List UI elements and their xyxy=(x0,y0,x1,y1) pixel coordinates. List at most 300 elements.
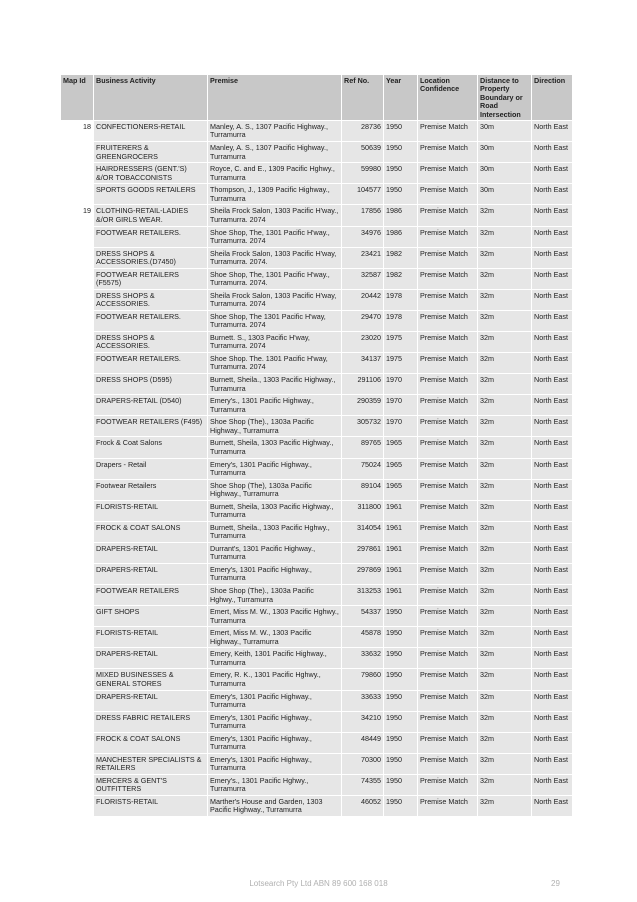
cell-direction: North East xyxy=(532,247,573,268)
cell-distance: 32m xyxy=(478,690,532,711)
cell-map-id xyxy=(61,458,94,479)
cell-premise: Burnett, Sheila, 1303 Pacific Highway., Turramurra xyxy=(208,437,342,458)
cell-location-confidence: Premise Match xyxy=(418,479,478,500)
cell-premise: Emery, R. K., 1301 Pacific Hghwy., Turramurra xyxy=(208,669,342,690)
cell-location-confidence: Premise Match xyxy=(418,500,478,521)
cell-year: 1975 xyxy=(384,331,418,352)
cell-ref-no: 23020 xyxy=(342,331,384,352)
cell-map-id xyxy=(61,268,94,289)
cell-premise: Emery, Keith, 1301 Pacific Highway., Turramurra xyxy=(208,648,342,669)
cell-premise: Shoe Shop, The, 1301 Pacific H'way., Turramurra. 2074 xyxy=(208,226,342,247)
cell-location-confidence: Premise Match xyxy=(418,268,478,289)
cell-distance: 32m xyxy=(478,542,532,563)
cell-map-id xyxy=(61,564,94,585)
cell-direction: North East xyxy=(532,521,573,542)
cell-direction: North East xyxy=(532,564,573,585)
table-row xyxy=(61,753,573,774)
cell-location-confidence: Premise Match xyxy=(418,627,478,648)
cell-distance: 32m xyxy=(478,500,532,521)
cell-map-id xyxy=(61,437,94,458)
cell-location-confidence: Premise Match xyxy=(418,142,478,163)
table-row xyxy=(61,564,573,585)
cell-distance: 32m xyxy=(478,458,532,479)
cell-premise: Sheila Frock Salon, 1303 Pacific H'way., Turramurra. 2074 xyxy=(208,205,342,226)
cell-premise: Burnett, Sheila, 1303 Pacific Highway., Turramurra xyxy=(208,500,342,521)
table-row xyxy=(61,310,573,331)
table-row xyxy=(61,627,573,648)
cell-year: 1950 xyxy=(384,184,418,205)
cell-premise: Emery's., 1301 Pacific Highway., Turramurra xyxy=(208,395,342,416)
cell-direction: North East xyxy=(532,542,573,563)
table-row xyxy=(61,226,573,247)
cell-direction: North East xyxy=(532,796,573,817)
cell-year: 1950 xyxy=(384,732,418,753)
cell-ref-no: 28736 xyxy=(342,121,384,142)
cell-year: 1950 xyxy=(384,796,418,817)
cell-ref-no: 17856 xyxy=(342,205,384,226)
cell-ref-no: 305732 xyxy=(342,416,384,437)
cell-year: 1965 xyxy=(384,458,418,479)
cell-location-confidence: Premise Match xyxy=(418,289,478,310)
cell-premise: Sheila Frock Salon, 1303 Pacific H'way, Turramurra. 2074 xyxy=(208,289,342,310)
cell-direction: North East xyxy=(532,374,573,395)
cell-map-id xyxy=(61,395,94,416)
table-row xyxy=(61,353,573,374)
cell-map-id xyxy=(61,627,94,648)
table-row xyxy=(61,247,573,268)
cell-map-id xyxy=(61,374,94,395)
cell-year: 1978 xyxy=(384,289,418,310)
cell-direction: North East xyxy=(532,226,573,247)
cell-direction: North East xyxy=(532,310,573,331)
cell-ref-no: 32587 xyxy=(342,268,384,289)
cell-premise: Sheila Frock Salon, 1303 Pacific H'way, Turramurra. 2074. xyxy=(208,247,342,268)
cell-ref-no: 48449 xyxy=(342,732,384,753)
cell-ref-no: 34210 xyxy=(342,711,384,732)
cell-ref-no: 33632 xyxy=(342,648,384,669)
header-location-confidence: Location Confidence xyxy=(418,75,478,121)
table-row xyxy=(61,500,573,521)
cell-year: 1965 xyxy=(384,479,418,500)
cell-business-activity: MANCHESTER SPECIALISTS & RETAILERS xyxy=(94,753,208,774)
cell-distance: 32m xyxy=(478,395,532,416)
cell-ref-no: 79860 xyxy=(342,669,384,690)
cell-business-activity: DRESS SHOPS (D595) xyxy=(94,374,208,395)
cell-business-activity: Footwear Retailers xyxy=(94,479,208,500)
cell-year: 1950 xyxy=(384,774,418,795)
cell-distance: 32m xyxy=(478,753,532,774)
cell-year: 1950 xyxy=(384,669,418,690)
cell-map-id xyxy=(61,753,94,774)
cell-distance: 32m xyxy=(478,268,532,289)
cell-ref-no: 314054 xyxy=(342,521,384,542)
cell-premise: Emert, Miss M. W., 1303 Pacific Highway., Turramurra xyxy=(208,627,342,648)
cell-business-activity: DRESS FABRIC RETAILERS xyxy=(94,711,208,732)
header-business-activity: Business Activity xyxy=(94,75,208,121)
table-row xyxy=(61,690,573,711)
cell-ref-no: 311800 xyxy=(342,500,384,521)
cell-ref-no: 33633 xyxy=(342,690,384,711)
cell-map-id xyxy=(61,774,94,795)
cell-direction: North East xyxy=(532,331,573,352)
table-row xyxy=(61,458,573,479)
cell-map-id xyxy=(61,648,94,669)
cell-premise: Manley, A. S., 1307 Pacific Highway., Turramurra xyxy=(208,142,342,163)
cell-map-id xyxy=(61,732,94,753)
cell-ref-no: 34137 xyxy=(342,353,384,374)
cell-direction: North East xyxy=(532,395,573,416)
cell-distance: 32m xyxy=(478,521,532,542)
cell-year: 1950 xyxy=(384,142,418,163)
cell-location-confidence: Premise Match xyxy=(418,374,478,395)
table-row xyxy=(61,268,573,289)
cell-location-confidence: Premise Match xyxy=(418,184,478,205)
cell-ref-no: 104577 xyxy=(342,184,384,205)
table-row xyxy=(61,331,573,352)
cell-year: 1982 xyxy=(384,247,418,268)
cell-distance: 32m xyxy=(478,627,532,648)
cell-ref-no: 290359 xyxy=(342,395,384,416)
cell-business-activity: FRUITERERS & GREENGROCERS xyxy=(94,142,208,163)
cell-distance: 32m xyxy=(478,310,532,331)
cell-location-confidence: Premise Match xyxy=(418,163,478,184)
cell-business-activity: FOOTWEAR RETAILERS. xyxy=(94,310,208,331)
cell-ref-no: 297869 xyxy=(342,564,384,585)
cell-business-activity: DRAPERS-RETAIL xyxy=(94,690,208,711)
header-premise: Premise xyxy=(208,75,342,121)
cell-premise: Emery's, 1301 Pacific Highway., Turramurra xyxy=(208,711,342,732)
cell-business-activity: DRESS SHOPS & ACCESSORIES. xyxy=(94,289,208,310)
cell-premise: Emery's, 1301 Pacific Highway., Turramurra xyxy=(208,458,342,479)
cell-year: 1950 xyxy=(384,627,418,648)
cell-business-activity: Frock & Coat Salons xyxy=(94,437,208,458)
cell-premise: Emery's, 1301 Pacific Highway., Turramurra xyxy=(208,732,342,753)
cell-ref-no: 59980 xyxy=(342,163,384,184)
cell-direction: North East xyxy=(532,669,573,690)
cell-ref-no: 45878 xyxy=(342,627,384,648)
cell-year: 1970 xyxy=(384,416,418,437)
table-row xyxy=(61,374,573,395)
cell-direction: North East xyxy=(532,121,573,142)
cell-map-id xyxy=(61,163,94,184)
cell-premise: Shoe Shop (The)., 1303a Pacific Hghwy., Turramurra xyxy=(208,585,342,606)
header-direction: Direction xyxy=(532,75,573,121)
cell-direction: North East xyxy=(532,774,573,795)
cell-map-id xyxy=(61,310,94,331)
cell-business-activity: FOOTWEAR RETAILERS (F495) xyxy=(94,416,208,437)
cell-business-activity: HAIRDRESSERS (GENT.'S) &/OR TOBACCONISTS xyxy=(94,163,208,184)
table-row xyxy=(61,521,573,542)
cell-year: 1950 xyxy=(384,711,418,732)
cell-direction: North East xyxy=(532,606,573,627)
table-row xyxy=(61,184,573,205)
cell-location-confidence: Premise Match xyxy=(418,753,478,774)
cell-location-confidence: Premise Match xyxy=(418,669,478,690)
table-row xyxy=(61,732,573,753)
cell-year: 1986 xyxy=(384,205,418,226)
cell-ref-no: 297861 xyxy=(342,542,384,563)
cell-year: 1950 xyxy=(384,753,418,774)
page-number: 29 xyxy=(551,879,560,888)
table-row xyxy=(61,648,573,669)
cell-location-confidence: Premise Match xyxy=(418,416,478,437)
cell-year: 1950 xyxy=(384,606,418,627)
cell-business-activity: FOOTWEAR RETAILERS. xyxy=(94,353,208,374)
cell-direction: North East xyxy=(532,184,573,205)
cell-distance: 30m xyxy=(478,121,532,142)
cell-premise: Emery's., 1301 Pacific Hghwy., Turramurra xyxy=(208,774,342,795)
cell-location-confidence: Premise Match xyxy=(418,205,478,226)
cell-business-activity: DRESS SHOPS & ACCESSORIES. xyxy=(94,331,208,352)
cell-location-confidence: Premise Match xyxy=(418,606,478,627)
table-row xyxy=(61,121,573,142)
cell-map-id xyxy=(61,521,94,542)
table-row xyxy=(61,395,573,416)
cell-map-id xyxy=(61,542,94,563)
cell-direction: North East xyxy=(532,479,573,500)
cell-business-activity: SPORTS GOODS RETAILERS xyxy=(94,184,208,205)
cell-business-activity: MERCERS & GENT'S OUTFITTERS xyxy=(94,774,208,795)
cell-premise: Emert, Miss M. W., 1303 Pacific Hghwy., Turramurra xyxy=(208,606,342,627)
cell-business-activity: FROCK & COAT SALONS xyxy=(94,521,208,542)
cell-business-activity: DRESS SHOPS & ACCESSORIES.(D7450) xyxy=(94,247,208,268)
cell-business-activity: DRAPERS-RETAIL (D540) xyxy=(94,395,208,416)
table-row xyxy=(61,585,573,606)
cell-direction: North East xyxy=(532,163,573,184)
cell-year: 1950 xyxy=(384,690,418,711)
cell-location-confidence: Premise Match xyxy=(418,521,478,542)
business-directory-table xyxy=(60,74,573,817)
cell-year: 1950 xyxy=(384,648,418,669)
cell-location-confidence: Premise Match xyxy=(418,711,478,732)
cell-location-confidence: Premise Match xyxy=(418,690,478,711)
cell-business-activity: GIFT SHOPS xyxy=(94,606,208,627)
cell-premise: Burnett, Sheila., 1303 Pacific Highway., Turramurra xyxy=(208,374,342,395)
cell-direction: North East xyxy=(532,437,573,458)
cell-year: 1986 xyxy=(384,226,418,247)
cell-distance: 32m xyxy=(478,437,532,458)
table-row xyxy=(61,606,573,627)
cell-business-activity: DRAPERS-RETAIL xyxy=(94,542,208,563)
cell-direction: North East xyxy=(532,690,573,711)
cell-map-id: 19 xyxy=(61,205,94,226)
cell-business-activity: DRAPERS-RETAIL xyxy=(94,648,208,669)
cell-distance: 32m xyxy=(478,669,532,690)
cell-direction: North East xyxy=(532,416,573,437)
cell-distance: 32m xyxy=(478,774,532,795)
cell-premise: Burnett, Sheila., 1303 Pacific Hghwy., Turramurra xyxy=(208,521,342,542)
cell-business-activity: FLORISTS-RETAIL xyxy=(94,627,208,648)
table-row xyxy=(61,416,573,437)
cell-map-id xyxy=(61,479,94,500)
cell-location-confidence: Premise Match xyxy=(418,585,478,606)
cell-premise: Manley, A. S., 1307 Pacific Highway., Turramurra xyxy=(208,121,342,142)
cell-direction: North East xyxy=(532,458,573,479)
cell-direction: North East xyxy=(532,500,573,521)
cell-location-confidence: Premise Match xyxy=(418,648,478,669)
table-row xyxy=(61,711,573,732)
cell-ref-no: 313253 xyxy=(342,585,384,606)
cell-year: 1961 xyxy=(384,500,418,521)
cell-premise: Shoe Shop (The)., 1303a Pacific Highway., Turramurra xyxy=(208,416,342,437)
cell-location-confidence: Premise Match xyxy=(418,247,478,268)
header-distance: Distance to Property Boundary or Road Intersection xyxy=(478,75,532,121)
cell-ref-no: 50639 xyxy=(342,142,384,163)
cell-direction: North East xyxy=(532,585,573,606)
cell-map-id xyxy=(61,247,94,268)
cell-ref-no: 74355 xyxy=(342,774,384,795)
cell-premise: Royce, C. and E., 1309 Pacific Hghwy., Turramurra xyxy=(208,163,342,184)
cell-location-confidence: Premise Match xyxy=(418,732,478,753)
cell-location-confidence: Premise Match xyxy=(418,121,478,142)
cell-premise: Shoe Shop, The, 1301 Pacific H'way., Turramurra. 2074. xyxy=(208,268,342,289)
cell-year: 1950 xyxy=(384,163,418,184)
cell-year: 1961 xyxy=(384,521,418,542)
cell-ref-no: 29470 xyxy=(342,310,384,331)
cell-location-confidence: Premise Match xyxy=(418,353,478,374)
cell-distance: 32m xyxy=(478,247,532,268)
cell-premise: Burnett. S., 1303 Pacific H'way, Turramurra. 2074 xyxy=(208,331,342,352)
table-row xyxy=(61,163,573,184)
cell-map-id xyxy=(61,585,94,606)
table-row xyxy=(61,289,573,310)
cell-map-id xyxy=(61,184,94,205)
cell-distance: 32m xyxy=(478,606,532,627)
cell-premise: Emery's, 1301 Pacific Highway., Turramurra xyxy=(208,564,342,585)
cell-premise: Shoe Shop. The. 1301 Pacific H'way, Turramurra. 2074 xyxy=(208,353,342,374)
cell-location-confidence: Premise Match xyxy=(418,564,478,585)
cell-premise: Shoe Shop (The), 1303a Pacific Highway., Turramurra xyxy=(208,479,342,500)
cell-direction: North East xyxy=(532,648,573,669)
cell-business-activity: FROCK & COAT SALONS xyxy=(94,732,208,753)
cell-premise: Emery's, 1301 Pacific Highway., Turramurra xyxy=(208,690,342,711)
cell-location-confidence: Premise Match xyxy=(418,796,478,817)
cell-direction: North East xyxy=(532,753,573,774)
cell-year: 1961 xyxy=(384,585,418,606)
cell-year: 1978 xyxy=(384,310,418,331)
cell-map-id xyxy=(61,500,94,521)
cell-distance: 32m xyxy=(478,416,532,437)
cell-location-confidence: Premise Match xyxy=(418,774,478,795)
cell-ref-no: 89104 xyxy=(342,479,384,500)
cell-distance: 32m xyxy=(478,331,532,352)
cell-ref-no: 34976 xyxy=(342,226,384,247)
cell-premise: Marther's House and Garden, 1303 Pacific Highway., Turramurra xyxy=(208,796,342,817)
cell-business-activity: FOOTWEAR RETAILERS (F5575) xyxy=(94,268,208,289)
cell-business-activity: DRAPERS-RETAIL xyxy=(94,564,208,585)
table-row xyxy=(61,437,573,458)
cell-year: 1970 xyxy=(384,395,418,416)
footer-company: Lotsearch Pty Ltd ABN 89 600 168 018 xyxy=(249,879,388,888)
cell-business-activity: FLORISTS-RETAIL xyxy=(94,500,208,521)
cell-premise: Thompson, J., 1309 Pacific Highway., Turramurra xyxy=(208,184,342,205)
cell-ref-no: 46052 xyxy=(342,796,384,817)
cell-map-id xyxy=(61,416,94,437)
cell-premise: Shoe Shop, The 1301 Pacific H'way, Turramurra. 2074 xyxy=(208,310,342,331)
cell-location-confidence: Premise Match xyxy=(418,542,478,563)
cell-year: 1970 xyxy=(384,374,418,395)
cell-year: 1982 xyxy=(384,268,418,289)
cell-direction: North East xyxy=(532,205,573,226)
cell-map-id xyxy=(61,669,94,690)
cell-map-id xyxy=(61,690,94,711)
cell-ref-no: 23421 xyxy=(342,247,384,268)
cell-map-id xyxy=(61,226,94,247)
table-header-row xyxy=(61,75,573,121)
table-row xyxy=(61,142,573,163)
cell-distance: 32m xyxy=(478,479,532,500)
cell-distance: 32m xyxy=(478,353,532,374)
cell-distance: 30m xyxy=(478,163,532,184)
table-row xyxy=(61,669,573,690)
cell-direction: North East xyxy=(532,289,573,310)
cell-distance: 32m xyxy=(478,585,532,606)
cell-distance: 32m xyxy=(478,205,532,226)
cell-direction: North East xyxy=(532,353,573,374)
cell-location-confidence: Premise Match xyxy=(418,331,478,352)
cell-direction: North East xyxy=(532,711,573,732)
cell-map-id xyxy=(61,289,94,310)
cell-ref-no: 70300 xyxy=(342,753,384,774)
cell-premise: Durrant's, 1301 Pacific Highway., Turramurra xyxy=(208,542,342,563)
cell-distance: 32m xyxy=(478,564,532,585)
cell-map-id xyxy=(61,142,94,163)
cell-distance: 32m xyxy=(478,226,532,247)
cell-business-activity: FOOTWEAR RETAILERS. xyxy=(94,226,208,247)
cell-business-activity: FLORISTS-RETAIL xyxy=(94,796,208,817)
cell-premise: Emery's, 1301 Pacific Highway., Turramurra xyxy=(208,753,342,774)
cell-distance: 32m xyxy=(478,711,532,732)
header-ref-no: Ref No. xyxy=(342,75,384,121)
cell-direction: North East xyxy=(532,142,573,163)
cell-year: 1950 xyxy=(384,121,418,142)
cell-business-activity: MIXED BUSINESSES & GENERAL STORES xyxy=(94,669,208,690)
header-map-id: Map Id xyxy=(61,75,94,121)
cell-distance: 32m xyxy=(478,796,532,817)
cell-location-confidence: Premise Match xyxy=(418,458,478,479)
cell-map-id xyxy=(61,796,94,817)
cell-business-activity: CONFECTIONERS-RETAIL xyxy=(94,121,208,142)
cell-business-activity: CLOTHING-RETAIL-LADIES &/OR GIRLS WEAR. xyxy=(94,205,208,226)
cell-year: 1961 xyxy=(384,564,418,585)
cell-distance: 32m xyxy=(478,648,532,669)
cell-map-id xyxy=(61,331,94,352)
cell-ref-no: 20442 xyxy=(342,289,384,310)
table-row xyxy=(61,479,573,500)
cell-direction: North East xyxy=(532,732,573,753)
cell-map-id xyxy=(61,606,94,627)
cell-ref-no: 54337 xyxy=(342,606,384,627)
cell-ref-no: 75024 xyxy=(342,458,384,479)
cell-map-id xyxy=(61,353,94,374)
cell-ref-no: 89765 xyxy=(342,437,384,458)
cell-distance: 32m xyxy=(478,289,532,310)
cell-distance: 32m xyxy=(478,732,532,753)
cell-direction: North East xyxy=(532,627,573,648)
table-row xyxy=(61,796,573,817)
cell-year: 1961 xyxy=(384,542,418,563)
cell-ref-no: 291106 xyxy=(342,374,384,395)
cell-business-activity: Drapers - Retail xyxy=(94,458,208,479)
table-body xyxy=(61,121,573,817)
table-row xyxy=(61,542,573,563)
cell-year: 1965 xyxy=(384,437,418,458)
cell-year: 1975 xyxy=(384,353,418,374)
cell-location-confidence: Premise Match xyxy=(418,310,478,331)
cell-map-id: 18 xyxy=(61,121,94,142)
cell-business-activity: FOOTWEAR RETAILERS xyxy=(94,585,208,606)
cell-map-id xyxy=(61,711,94,732)
